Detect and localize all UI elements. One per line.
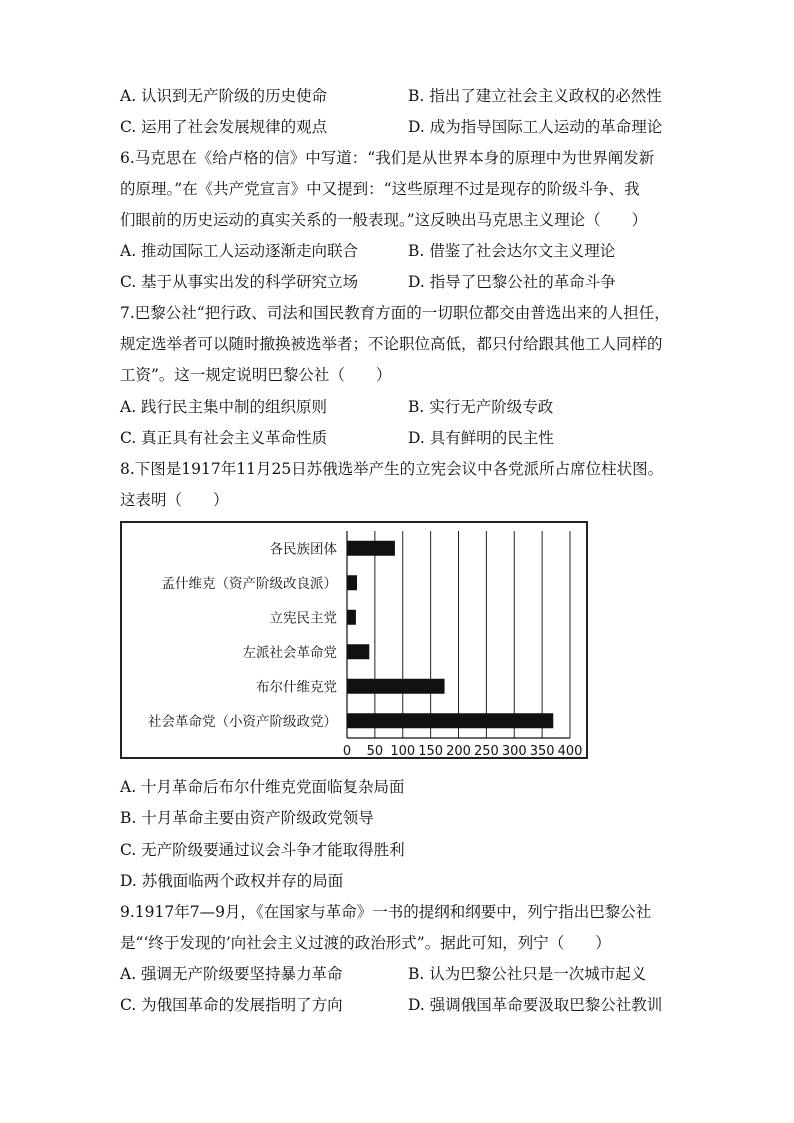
category-label: 各民族团体: [269, 541, 337, 558]
q7-stem-line-2: 规定选举者可以随时撤换被选举者；不论职位高低，都只付给跟其他工人同样的: [120, 335, 663, 353]
q6-option-d: D. 指导了巴黎公社的革命斗争: [408, 273, 616, 291]
q7-option-a: A. 践行民主集中制的组织原则: [120, 398, 328, 416]
bar-0: [347, 541, 395, 556]
bar-1: [347, 575, 357, 590]
q6-option-c: C. 基于从事实出发的科学研究立场: [120, 273, 359, 291]
q9-option-b: B. 认为巴黎公社只是一次城市起义: [408, 965, 647, 983]
q7-option-c: C. 真正具有社会主义革命性质: [120, 429, 328, 447]
q7-option-d: D. 具有鲜明的民主性: [408, 429, 554, 447]
q6-stem-line-1: 6.马克思在《给卢格的信》中写道：“我们是从世界本身的原理中为世界阐发新: [120, 149, 655, 167]
category-label: 左派社会革命党: [242, 644, 337, 661]
q9-option-c: C. 为俄国革命的发展指明了方向: [120, 996, 343, 1014]
x-tick-label: 350: [529, 744, 555, 757]
category-label: 社会革命党（小资产阶级政党）: [148, 713, 337, 730]
q8-option-b: B. 十月革命主要由资产阶级政党领导: [120, 809, 374, 827]
q5-option-d: D. 成为指导国际工人运动的革命理论: [408, 118, 663, 136]
q9-stem-line-2: 是“‘终于发现的’向社会主义过渡的政治形式”。据此可知，列宁（ ）: [120, 934, 611, 952]
x-tick-label: 50: [366, 744, 384, 757]
x-tick-label: 400: [557, 744, 583, 757]
q5-option-b: B. 指出了建立社会主义政权的必然性: [408, 87, 662, 105]
q9-option-a: A. 强调无产阶级要坚持暴力革命: [120, 965, 343, 983]
chart-svg: [122, 523, 586, 757]
x-tick-label: 200: [446, 744, 471, 757]
bar-4: [347, 679, 445, 694]
q9-stem-line-1: 9.1917年7—9月，《在国家与革命》一书的提纲和纲要中，列宁指出巴黎公社: [120, 903, 652, 921]
q5-option-a: A. 认识到无产阶级的历史使命: [120, 87, 328, 105]
x-tick-label: 300: [501, 744, 527, 757]
q9-option-d: D. 强调俄国革命要汲取巴黎公社教训: [408, 996, 663, 1014]
q8-stem-line-1: 8.下图是1917年11月25日苏俄选举产生的立宪会议中各党派所占席位柱状图。: [120, 460, 664, 478]
bar-2: [347, 610, 356, 625]
bar-5: [347, 713, 553, 728]
q7-stem-line-1: 7.巴黎公社“把行政、司法和国民教育方面的一切职位都交由普选出来的人担任，: [120, 304, 670, 322]
q6-option-a: A. 推动国际工人运动逐渐走向联合: [120, 242, 359, 260]
q6-stem-line-2: 的原理。”在《共产党宣言》中又提到：“这些原理不过是现存的阶级斗争、我: [120, 180, 640, 198]
bar-3: [347, 644, 369, 659]
q8-option-c: C. 无产阶级要通过议会斗争才能取得胜利: [120, 841, 405, 859]
q6-stem-line-3: 们眼前的历史运动的真实关系的一般表现。”这反映出马克思主义理论（ ）: [120, 211, 648, 229]
x-tick-label: 150: [418, 744, 444, 757]
x-tick-label: 250: [473, 744, 499, 757]
category-label: 孟什维克（资产阶级改良派）: [161, 575, 337, 592]
q8-option-d: D. 苏俄面临两个政权并存的局面: [120, 872, 344, 890]
q7-stem-line-3: 工资”。这一规定说明巴黎公社（ ）: [120, 366, 392, 384]
x-tick-label: 100: [390, 744, 416, 757]
q8-option-a: A. 十月革命后布尔什维克党面临复杂局面: [120, 778, 405, 796]
q7-option-b: B. 实行无产阶级专政: [408, 398, 554, 416]
seat-bar-chart: [120, 521, 588, 759]
category-label: 立宪民主党: [269, 610, 337, 627]
q8-stem-line-2: 这表明（ ）: [120, 491, 229, 509]
q5-option-c: C. 运用了社会发展规律的观点: [120, 118, 328, 136]
x-tick-label: 0: [342, 744, 352, 757]
category-label: 布尔什维克党: [256, 679, 337, 696]
q6-option-b: B. 借鉴了社会达尔文主义理论: [408, 242, 616, 260]
